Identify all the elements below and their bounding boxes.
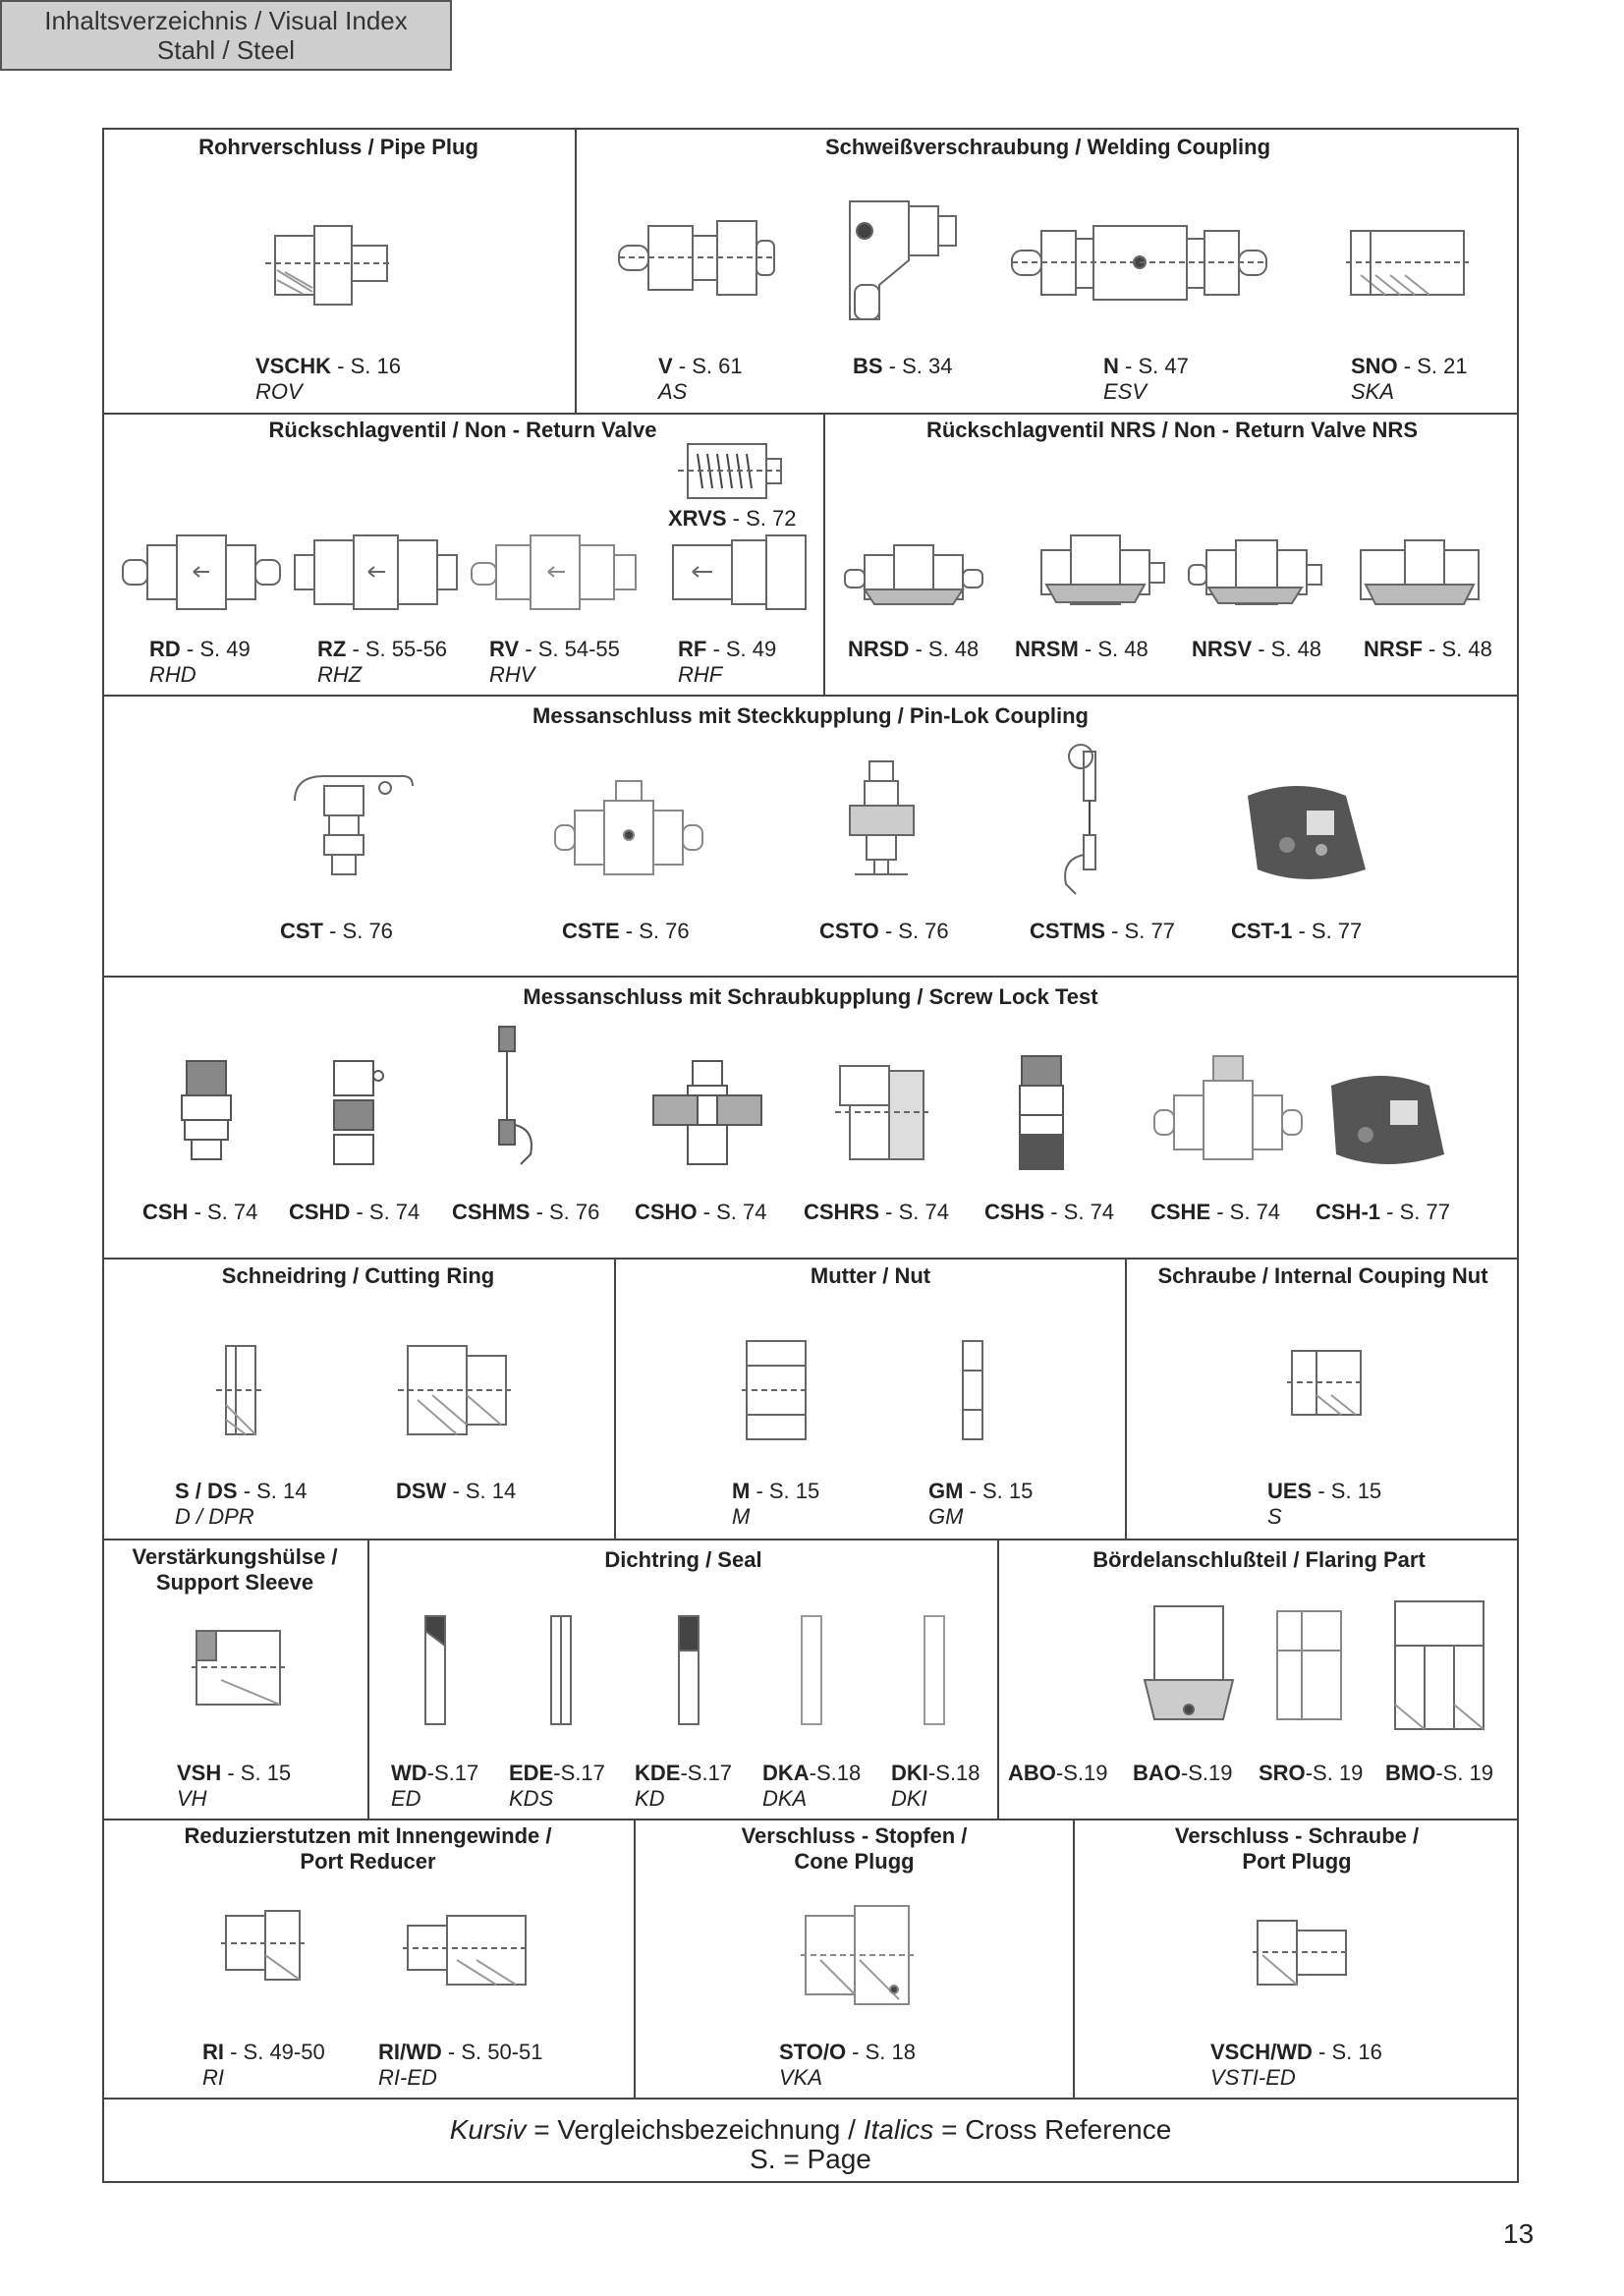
- riwd-drawing: [403, 1911, 531, 1989]
- sro-drawing: [1267, 1606, 1351, 1724]
- section-title-nrv: Rückschlagventil / Non - Return Valve: [268, 418, 657, 442]
- item-sno[interactable]: SNO - S. 21 SKA: [1351, 354, 1468, 404]
- bao-drawing: [1140, 1601, 1238, 1729]
- ues-drawing: [1287, 1346, 1366, 1420]
- nrsm-drawing: [1036, 535, 1164, 609]
- vschk-drawing: [265, 221, 393, 309]
- cshe-drawing: [1154, 1051, 1302, 1164]
- section-title-internal-nut: Schraube / Internal Couping Nut: [1157, 1263, 1488, 1288]
- dka-drawing: [794, 1611, 828, 1729]
- section-title-port-plug: [1075, 1823, 1519, 1875]
- item-bao[interactable]: BAO-S.19: [1133, 1761, 1233, 1785]
- cstms-drawing: [1056, 742, 1125, 899]
- divider: [102, 695, 1519, 697]
- item-gm[interactable]: GM - S. 15 GM: [928, 1479, 1034, 1529]
- item-dki[interactable]: DKI-S.18 DKI: [891, 1761, 980, 1811]
- csh1-drawing: [1321, 1066, 1449, 1174]
- item-csh[interactable]: CSH - S. 74: [142, 1200, 258, 1224]
- item-dka[interactable]: DKA-S.18 DKA: [762, 1761, 862, 1811]
- item-cst1[interactable]: CST-1 - S. 77: [1231, 919, 1363, 943]
- wd-drawing: [418, 1611, 452, 1729]
- port-plug-line2: Port Plugg: [1242, 1849, 1352, 1874]
- port-plug-line1: Verschluss - Schraube /: [1174, 1823, 1420, 1848]
- cst1-drawing: [1238, 776, 1371, 889]
- item-nrsf[interactable]: NRSF - S. 48: [1364, 637, 1492, 661]
- bs-drawing: [840, 192, 958, 324]
- nrsf-drawing: [1361, 540, 1484, 609]
- m-drawing: [742, 1336, 811, 1444]
- divider: [823, 413, 825, 695]
- item-stoo[interactable]: STO/O - S. 18 VKA: [779, 2040, 916, 2090]
- item-cste[interactable]: CSTE - S. 76: [562, 919, 690, 943]
- cone-plug-line1: Verschluss - Stopfen /: [741, 1823, 968, 1848]
- legend-line1: [102, 2115, 1519, 2145]
- sno-drawing: [1346, 226, 1469, 300]
- dsw-drawing: [398, 1341, 511, 1439]
- item-kde[interactable]: KDE-S.17 KD: [635, 1761, 733, 1811]
- item-nrsd[interactable]: NRSD - S. 48: [848, 637, 980, 661]
- legend-eq2: = Cross Reference: [933, 2114, 1172, 2145]
- cshs-drawing: [1012, 1051, 1081, 1174]
- item-csho[interactable]: CSHO - S. 74: [635, 1200, 767, 1224]
- item-cshe[interactable]: CSHE - S. 74: [1150, 1200, 1281, 1224]
- item-bs[interactable]: BS - S. 34: [853, 354, 953, 378]
- vschwd-drawing: [1253, 1911, 1351, 1994]
- nrsv-drawing: [1189, 540, 1321, 609]
- stoo-drawing: [801, 1901, 914, 2009]
- section-title-support-sleeve: [102, 1544, 367, 1596]
- cshd-drawing: [329, 1056, 388, 1169]
- rv-drawing: [472, 535, 639, 609]
- legend-line2: S. = Page: [750, 2144, 871, 2174]
- item-vsh[interactable]: VSH - S. 15 VH: [177, 1761, 292, 1811]
- item-m[interactable]: M - S. 15 M: [732, 1479, 820, 1529]
- csho-drawing: [653, 1056, 761, 1169]
- divider: [102, 1258, 1519, 1260]
- ri-drawing: [221, 1906, 305, 1985]
- port-reducer-line2: Port Reducer: [300, 1849, 436, 1874]
- support-sleeve-line1: Verstärkungshülse /: [132, 1544, 338, 1569]
- divider: [102, 1819, 1519, 1820]
- v-drawing: [619, 211, 776, 305]
- header-title: Inhaltsverzeichnis / Visual Index: [44, 6, 408, 35]
- item-nrsv[interactable]: NRSV - S. 48: [1192, 637, 1322, 661]
- section-title-seal: Dichtring / Seal: [604, 1547, 762, 1572]
- legend-italics: Italics: [863, 2114, 934, 2145]
- nrsd-drawing: [845, 545, 982, 609]
- section-title-screwlock: Messanschluss mit Schraubkupplung / Screw Lock Test: [523, 984, 1098, 1009]
- item-rz[interactable]: RZ - S. 55-56 RHZ: [317, 637, 448, 687]
- section-title-port-reducer: [102, 1823, 634, 1875]
- item-sds[interactable]: S / DS - S. 14 D / DPR: [175, 1479, 308, 1529]
- cshms-drawing: [491, 1022, 540, 1169]
- item-rd[interactable]: RD - S. 49 RHD: [149, 637, 251, 687]
- item-vschwd[interactable]: VSCH/WD - S. 16 VSTI-ED: [1210, 2040, 1382, 2090]
- csto-drawing: [845, 761, 919, 884]
- item-nrsm[interactable]: NRSM - S. 48: [1015, 637, 1148, 661]
- legend-footer: [102, 2098, 1519, 2174]
- item-xrvs[interactable]: XRVS - S. 72: [668, 506, 797, 531]
- cshrs-drawing: [835, 1061, 928, 1164]
- divider: [997, 1539, 999, 1819]
- ede-drawing: [543, 1611, 578, 1729]
- section-title-pipe-plug: Rohrverschluss / Pipe Plug: [198, 135, 478, 159]
- item-rv[interactable]: RV - S. 54-55 RHV: [489, 637, 620, 687]
- item-cshms[interactable]: CSHMS - S. 76: [452, 1200, 600, 1224]
- item-sro[interactable]: SRO-S. 19: [1259, 1761, 1364, 1785]
- item-csto[interactable]: CSTO - S. 76: [819, 919, 949, 943]
- item-abo[interactable]: ABO-S.19: [1008, 1761, 1108, 1785]
- item-v[interactable]: V - S. 61 AS: [658, 354, 743, 404]
- visual-index-header: [0, 0, 452, 71]
- item-ri[interactable]: RI - S. 49-50 RI: [202, 2040, 325, 2090]
- item-wd[interactable]: WD-S.17 ED: [391, 1761, 479, 1811]
- xrvs-drawing: [678, 434, 786, 508]
- port-reducer-line1: Reduzierstutzen mit Innengewinde /: [184, 1823, 552, 1848]
- section-title-nrs: Rückschlagventil NRS / Non - Return Valve NRS: [925, 418, 1418, 442]
- vsh-drawing: [192, 1626, 285, 1709]
- section-title-cone-plug: [636, 1823, 1073, 1875]
- legend-eq1: = Vergleichsbezeichnung /: [526, 2114, 864, 2145]
- item-cshs[interactable]: CSHS - S. 74: [984, 1200, 1115, 1224]
- item-csh1[interactable]: CSH-1 - S. 77: [1316, 1200, 1450, 1224]
- item-cst[interactable]: CST - S. 76: [280, 919, 393, 943]
- cst-drawing: [275, 766, 418, 879]
- divider: [614, 1258, 616, 1539]
- rz-drawing: [295, 535, 457, 609]
- divider: [367, 1539, 369, 1819]
- item-cshrs[interactable]: CSHRS - S. 74: [804, 1200, 949, 1224]
- cste-drawing: [555, 776, 702, 884]
- support-sleeve-line2: Support Sleeve: [155, 1570, 314, 1595]
- divider: [1125, 1258, 1127, 1539]
- section-title-welding: Schweißverschraubung / Welding Coupling: [824, 135, 1271, 159]
- item-ues[interactable]: UES - S. 15 S: [1267, 1479, 1382, 1529]
- item-vschk[interactable]: VSCHK - S. 16 ROV: [255, 354, 401, 404]
- item-bmo[interactable]: BMO-S. 19: [1385, 1761, 1494, 1785]
- item-riwd[interactable]: RI/WD - S. 50-51 RI-ED: [378, 2040, 543, 2090]
- divider: [575, 128, 577, 413]
- dki-drawing: [917, 1611, 951, 1729]
- divider: [102, 1539, 1519, 1540]
- divider: [102, 413, 1519, 415]
- cone-plug-line2: Cone Plugg: [794, 1849, 915, 1874]
- divider: [102, 976, 1519, 978]
- item-cshd[interactable]: CSHD - S. 74: [289, 1200, 420, 1224]
- legend-kursiv: Kursiv: [449, 2114, 527, 2145]
- item-dsw[interactable]: DSW - S. 14: [396, 1479, 517, 1503]
- section-title-pinlok: Messanschluss mit Steckkupplung / Pin-Lok Coupling: [532, 703, 1089, 728]
- item-n[interactable]: N - S. 47 ESV: [1103, 354, 1189, 404]
- sds-drawing: [211, 1341, 270, 1439]
- rf-drawing: [668, 535, 815, 609]
- item-ede[interactable]: EDE-S.17 KDS: [509, 1761, 605, 1811]
- gm-drawing: [958, 1336, 987, 1444]
- section-title-flaring: Bördelanschlußteil / Flaring Part: [1092, 1547, 1426, 1572]
- section-title-cutting-ring: Schneidring / Cutting Ring: [221, 1263, 495, 1288]
- header-subtitle: Stahl / Steel: [156, 35, 296, 65]
- page-number: 13: [1503, 2218, 1535, 2249]
- item-rf[interactable]: RF - S. 49 RHF: [678, 637, 777, 687]
- n-drawing: [1012, 221, 1267, 305]
- rd-drawing: [123, 535, 280, 609]
- item-cstms[interactable]: CSTMS - S. 77: [1030, 919, 1175, 943]
- section-title-nut: Mutter / Nut: [810, 1263, 931, 1288]
- csh-drawing: [177, 1056, 236, 1164]
- bmo-drawing: [1390, 1596, 1488, 1734]
- kde-drawing: [671, 1611, 705, 1729]
